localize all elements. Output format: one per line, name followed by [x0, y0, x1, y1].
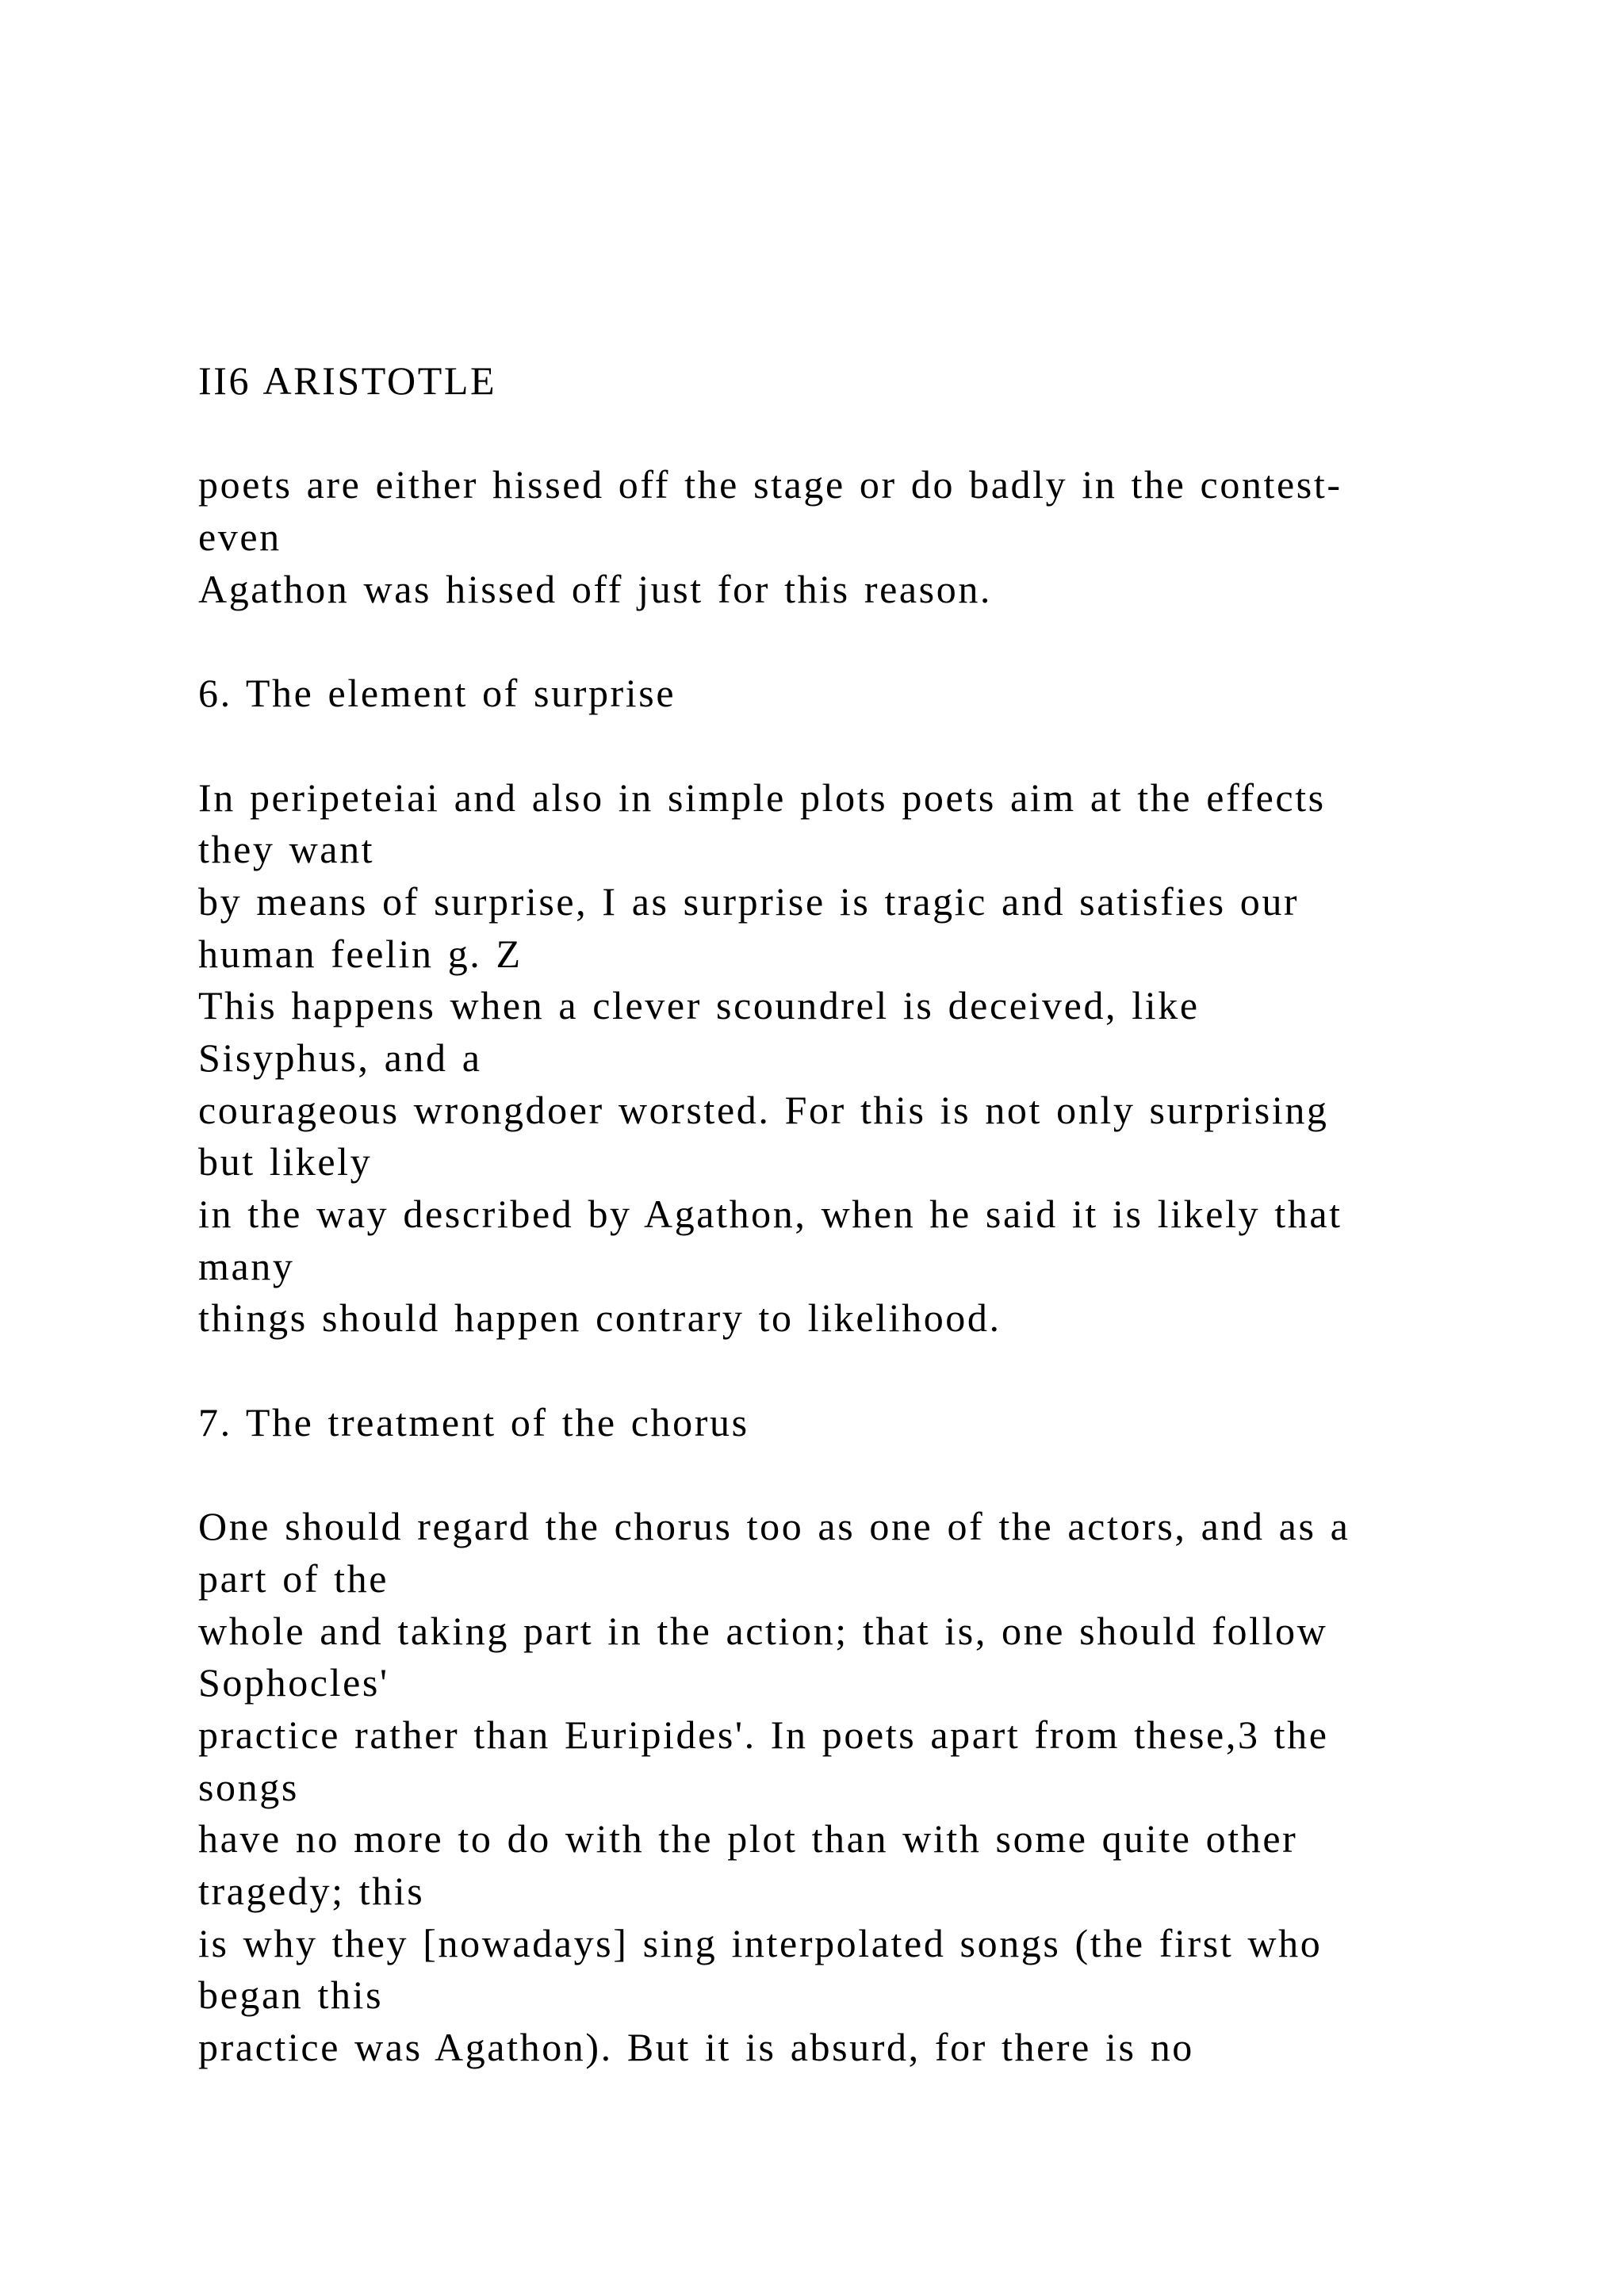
section-heading: 7. The treatment of the chorus [198, 1399, 749, 1445]
text-line: even [198, 515, 282, 560]
text-line: began this [198, 1973, 384, 2018]
text-line: In peripeteiai and also in simple plots poets aim at the effects [198, 775, 1326, 820]
text-line: whole and taking part in the action; that is, one should follow [198, 1608, 1328, 1653]
page-text [198, 355, 1546, 2074]
text-line: practice was Agathon). But it is absurd, for there is no [198, 2025, 1194, 2069]
text-line: Sophocles' [198, 1660, 389, 1705]
text-line [198, 408, 1546, 460]
text-line: part of the [198, 1556, 389, 1601]
section-heading: 6. The element of surprise [198, 671, 676, 716]
text-line: by means of surprise, I as surprise is tragic and satisfies our [198, 878, 1300, 924]
text-line: tragedy; this [198, 1868, 425, 1913]
text-line: songs [198, 1764, 299, 1809]
text-line: in the way described by Agathon, when he said it is likely that [198, 1192, 1342, 1236]
text-line: they want [198, 827, 375, 872]
text-line [198, 1448, 1546, 1501]
text-line: is why they [nowadays] sing interpolated songs (the first who [198, 1920, 1323, 1965]
text-line: things should happen contrary to likelihood. [198, 1295, 1002, 1341]
text-line: have no more to do with the plot than with some quite other [198, 1816, 1298, 1862]
text-line: but likely [198, 1139, 373, 1184]
text-line [198, 720, 1546, 772]
text-line: poets are either hissed off the stage or do badly in the contest- [198, 462, 1342, 507]
text-line [198, 615, 1546, 668]
text-line: This happens when a clever scoundrel is deceived, like [198, 983, 1200, 1028]
text-line [198, 1345, 1546, 1397]
text-line: One should regard the chorus too as one of the actors, and as a [198, 1504, 1350, 1549]
page-header: II6 ARISTOTLE [198, 358, 497, 403]
text-line: courageous wrongdoer worsted. For this is not only surprising [198, 1087, 1329, 1132]
text-line: human feelin g. Z [198, 931, 523, 976]
text-line: practice rather than Euripides'. In poets apart from these,3 the [198, 1712, 1329, 1757]
text-line: Agathon was hissed off just for this reason. [198, 566, 993, 611]
text-line: many [198, 1243, 295, 1288]
text-line: Sisyphus, and a [198, 1035, 482, 1080]
